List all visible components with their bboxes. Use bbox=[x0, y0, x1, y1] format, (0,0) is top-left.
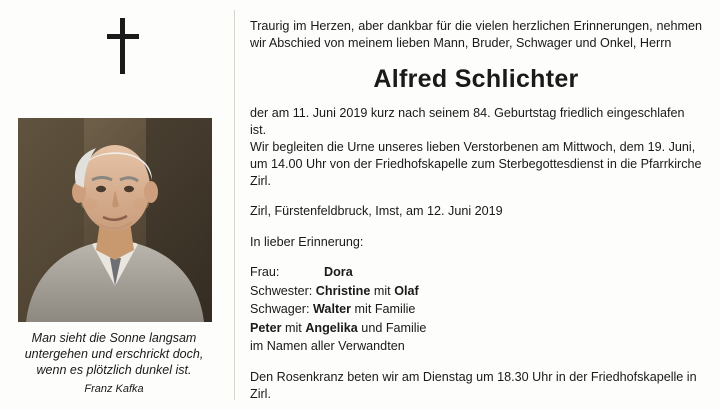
portrait-photo bbox=[18, 118, 212, 322]
family-name-peter: Peter bbox=[250, 320, 282, 335]
family-role-brotherinlaw: Schwager: bbox=[250, 302, 310, 316]
family-name-olaf: Olaf bbox=[394, 283, 419, 298]
verse-author: Franz Kafka bbox=[84, 383, 144, 395]
notice-body bbox=[250, 105, 702, 190]
list-item bbox=[250, 263, 702, 282]
list-item bbox=[250, 319, 702, 338]
family-name-sister: Christine bbox=[315, 283, 371, 298]
family-list bbox=[250, 263, 702, 356]
family-role-sister: Schwester: bbox=[250, 283, 313, 298]
cross-horizontal-bar bbox=[107, 34, 139, 39]
verse-line-2: untergehen und erschrickt doch, bbox=[24, 347, 204, 361]
notice-text-column bbox=[250, 18, 702, 403]
funeral-details-line: Wir begleiten die Urne unseres lieben Verstorbenen am Mittwoch, dem 19. Juni, um 14.00 Uhr von der Friedhofskapelle zum Sterbegottesdienst in die Pfarrkirche Zirl. bbox=[250, 140, 702, 188]
family-suffix-peter: und Familie bbox=[357, 320, 427, 335]
family-name-walter: Walter bbox=[313, 302, 352, 316]
list-item bbox=[250, 282, 702, 301]
death-date-line: der am 11. Juni 2019 kurz nach seinem 84. Geburtstag friedlich eingeschlafen ist. bbox=[250, 106, 685, 137]
verse-line-1: Man sieht die Sonne langsam bbox=[31, 331, 197, 345]
memory-heading: In lieber Erinnerung: bbox=[250, 235, 364, 249]
family-name-angelika: Angelika bbox=[305, 320, 358, 335]
family-name-wife: Dora bbox=[324, 265, 353, 279]
family-role-wife: Frau: bbox=[250, 265, 280, 279]
verse-line-3: wenn es plötzlich dunkel ist. bbox=[36, 363, 192, 377]
family-relatives-line: im Namen aller Verwandten bbox=[250, 339, 405, 353]
place-and-date: Zirl, Fürstenfeldbruck, Imst, am 12. Juni 2019 bbox=[250, 204, 503, 218]
list-item bbox=[250, 337, 702, 356]
list-item bbox=[250, 300, 702, 319]
rosary-announcement: Den Rosenkranz beten wir am Dienstag um 18.30 Uhr in der Friedhofskapelle in Zirl. bbox=[250, 369, 697, 401]
column-divider bbox=[234, 10, 235, 400]
family-conjunction-1: mit bbox=[370, 283, 395, 298]
left-column bbox=[0, 0, 228, 410]
memorial-verse bbox=[8, 330, 220, 397]
family-suffix-walter: mit Familie bbox=[351, 302, 416, 316]
deceased-name: Alfred Schlichter bbox=[373, 65, 579, 93]
cross-vertical-bar bbox=[120, 18, 125, 74]
christian-cross-icon bbox=[105, 18, 141, 74]
portrait-illustration bbox=[18, 118, 212, 322]
family-conjunction-2: mit bbox=[281, 320, 306, 335]
intro-paragraph: Traurig im Herzen, aber dankbar für die vielen herzlichen Erinnerungen, nehmen wir Abschied von meinem lieben Mann, Bruder, Schwager und Onkel, Herrn bbox=[250, 19, 702, 50]
